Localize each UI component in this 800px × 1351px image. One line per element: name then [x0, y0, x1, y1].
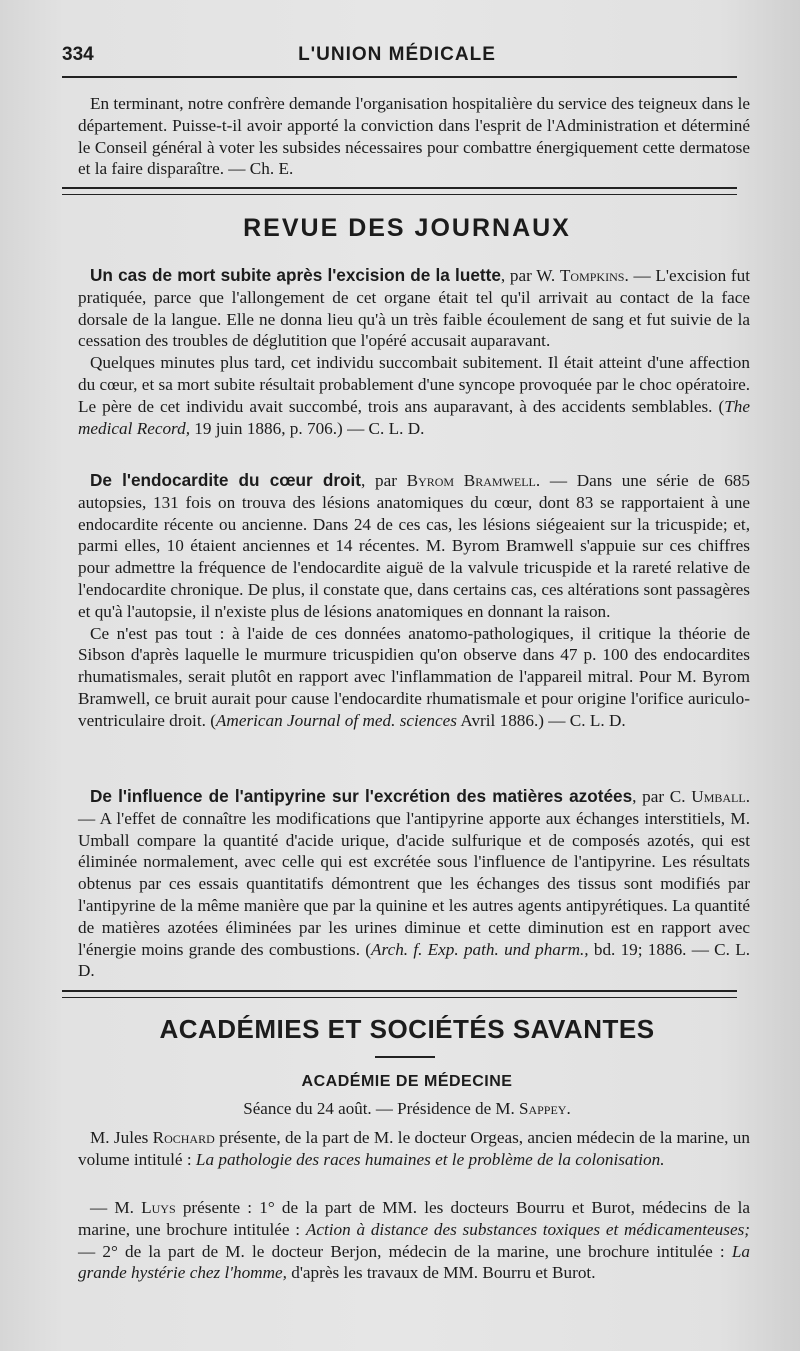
academie-paragraph-1: [78, 1127, 750, 1171]
luys-paragraph: [78, 1197, 750, 1284]
article-1-byline: , par W.: [500, 266, 560, 285]
article-1-author: Tompkins: [559, 266, 625, 285]
luys-title-1: Action à distance des substances toxiques et médicamenteuses;: [305, 1219, 750, 1239]
page-header: [62, 44, 732, 70]
rochard-text: présente, de la part de M. le docteur Orgeas, ancien médecin de la marine, un volume intitulé :: [78, 1128, 750, 1169]
article-1-text: . — L'excision fut pratiquée, parce que l'allongement de cet organe était tel qu'il arrivait au contact de la face dorsale de la langue. Elle ne donna lieu qu'à un très faible écoulement de sang et fut suivie de la cessation des troubles de déglutition que l'opéré accusait auparavant.: [78, 266, 751, 351]
article-2-source: American Journal of med. sciences: [215, 710, 457, 730]
article-1-source: The medical Record,: [78, 396, 750, 438]
rochard-prefix: M. Jules: [90, 1128, 153, 1147]
article-2-text-2: Ce n'est pas tout : à l'aide de ces données anatomo-pathologiques, il critique la théorie de Sibson d'après laquelle le murmure tricuspidien qu'on observe dans 47 p. 100 des endocardites rhumatismales, serait plutôt en rapport avec l'inflammation de l'appareil mitral. Pour M. Byrom Bramwell, ce bruit aurait pour cause l'endocardite rhumatismale et pour origine l'orifice auriculo-ventriculaire droit. (: [78, 623, 750, 730]
running-title: L'UNION MÉDICALE: [298, 44, 496, 65]
luys-mid: — 2° de la part de M. le docteur Berjon, médecin de la marine, une brochure intitulée :: [78, 1241, 732, 1261]
title-underline: [375, 1056, 435, 1058]
session-text: Séance du 24 août. — Présidence de M.: [243, 1099, 519, 1118]
intro-text: En terminant, notre confrère demande l'organisation hospitalière du service des teigneux dans le département. Puisse-t-il avoir apporté la conviction dans l'esprit de l'Administration et déterminé le Conseil général à voter les subsides nécessaires pour combattre énergiquement cette dermatose et la faire disparaître. — Ch. E.: [78, 94, 750, 179]
article-3-citation: bd. 19; 1886. — C. L. D.: [78, 939, 750, 981]
revue-title: REVUE DES JOURNAUX: [243, 214, 571, 242]
article-3-byline: , par C.: [632, 787, 692, 806]
article-1-paragraph-1: [78, 265, 750, 352]
article-2-paragraph-2: [78, 623, 750, 732]
article-1-text-2: Quelques minutes plus tard, cet individu succombait subitement. Il était atteint d'une affection du cœur, et sa mort subite résultait probablement d'une syncope provoquée par le choc opératoire. Le père de cet individu avait succombé, trois ans auparavant, à des accidents semblables. (: [78, 353, 750, 416]
intro-paragraph: [78, 93, 750, 180]
academie-subtitle: ACADÉMIE DE MÉDECINE: [301, 1073, 513, 1090]
academies-title: ACADÉMIES ET SOCIÉTÉS SAVANTES: [159, 1014, 655, 1044]
article-1-citation: 19 juin 1886, p. 706.) — C. L. D.: [190, 418, 425, 438]
article-3-source: Arch. f. Exp. path. und pharm.,: [371, 939, 589, 959]
luys-prefix: — M.: [90, 1198, 142, 1217]
luys-title-2: La grande hystérie chez l'homme,: [78, 1241, 750, 1283]
article-mort-subite: [78, 265, 750, 439]
article-1-title: Un cas de mort subite après l'excision de la luette: [90, 265, 501, 285]
rochard-name: Rochard: [152, 1128, 215, 1147]
rochard-book-title: La pathologie des races humaines et le problème de la colonisation.: [195, 1149, 665, 1169]
article-antipyrine: [78, 786, 750, 982]
article-endocardite: [78, 470, 750, 732]
article-2-text: . — Dans une série de 685 autopsies, 131 fois on trouva des lésions anatomiques du cœur, dont 83 se rapportaient à une endocardite récente ou ancienne. Dans 24 de ces cas, les lésions siégeaient sur la tricuspide; et, parmi elles, 10 étaient anciennes et 14 récentes. M. Byrom Bramwell s'appuie sur ces chiffres pour admettre la fréquence de l'endocardite aiguë de la valvule tricuspide et la rareté relative de l'endocardite chronique. De plus, il constate que, dans certains cas, ces altérations sont passagères et qu'à l'autopsie, il n'existe plus de lésions anatomiques en donnant la raison.: [78, 471, 750, 621]
section-divider-2: [62, 990, 737, 998]
article-2-byline: , par: [361, 471, 407, 490]
article-2-author: Byrom Bramwell: [406, 471, 536, 490]
session-president: Sappey: [518, 1099, 567, 1118]
page-number: 334: [62, 44, 94, 65]
rochard-paragraph: [78, 1127, 750, 1171]
article-2-paragraph-1: [78, 470, 750, 623]
luys-end: d'après les travaux de MM. Bourru et Burot.: [286, 1263, 596, 1283]
academie-paragraph-2: [78, 1197, 750, 1284]
luys-text: présente : 1° de la part de MM. les docteurs Bourru et Burot, médecins de la marine, une brochure intitulée :: [78, 1198, 750, 1239]
header-rule: [62, 76, 737, 78]
article-2-citation: Avril 1886.) — C. L. D.: [456, 710, 626, 730]
article-2-title: De l'endocardite du cœur droit: [90, 470, 362, 490]
article-3-author: Umball: [691, 787, 746, 806]
article-3-title: De l'influence de l'antipyrine sur l'excrétion des matières azotées: [90, 786, 633, 806]
section-divider: [62, 187, 737, 195]
article-3-text: . — A l'effet de connaître les modifications que l'antipyrine apporte aux échanges interstitiels, M. Umball compare la quantité d'acide urique, d'acide sulfurique et de composés azotés, qui est éliminée normalement, avec celle qui est excrétée sous l'influence de l'antipyrine. Les résultats obtenus par ces essais quantitatifs démontrent que les échanges des tissus sont modifiés par l'antipyrine de la même manière que par la quinine et les autres agents antipyrétiques. La quantité de matières azotées éliminées par les urines diminue et cette diminution est en rapport avec l'énergie moins grande des combustions. (: [78, 787, 750, 959]
luys-name: Luys: [141, 1198, 176, 1217]
article-1-paragraph-2: [78, 352, 750, 439]
session-suffix: .: [566, 1099, 571, 1118]
session-line: [62, 1099, 752, 1119]
article-3-paragraph-1: [78, 786, 750, 982]
